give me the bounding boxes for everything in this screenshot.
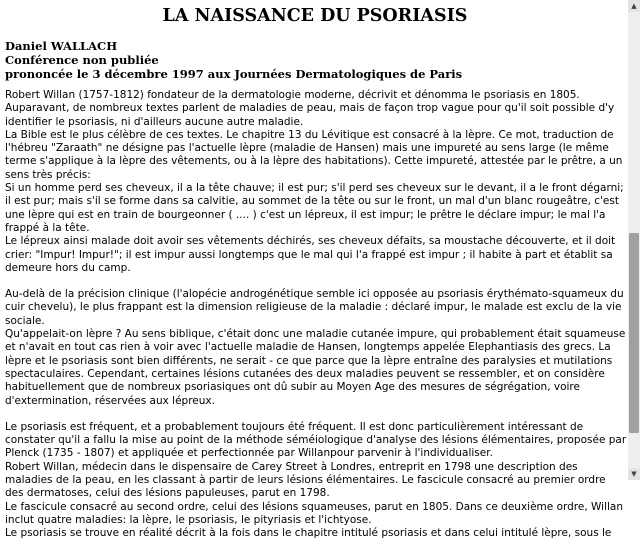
paragraph bbox=[5, 288, 625, 408]
text-line: lèpre et le psoriasis sont bien différents, ne serait - ce que parce que la lèpre entraîne des paralysies et mutilations bbox=[5, 354, 613, 367]
text-line: Le psoriasis se trouve en réalité décrit à la fois dans le chapitre intitulé psoriasis et dans celui intitulé lèpre, sous le bbox=[5, 527, 612, 540]
text-line: il est pur; mais s'il se forme dans sa calvitie, au sommet de la tête ou sur le front, un mal d'un blanc rougeâtre, c'est bbox=[5, 195, 619, 208]
text-line: l'hébreu "Zaraath" ne désigne pas l'actuelle lèpre (maladie de Hansen) mais une impureté au sens large (le même bbox=[5, 142, 609, 155]
text-line: Le lépreux ainsi malade doit avoir ses vêtements déchirés, ses cheveux défaits, sa moustache découverte, et il doit bbox=[5, 235, 616, 248]
text-line: spectaculaires. Cependant, certaines lésions cutanées des deux maladies peuvent se ressembler, et on considère bbox=[5, 367, 605, 380]
text-line: Robert Willan (1757-1812) fondateur de la dermatologie moderne, décrivit et dénomma le psoriasis en 1805. bbox=[5, 89, 580, 101]
text-line: Auparavant, de nombreux textes parlent de maladies de peau, mais de façon trop vague pour qu'il soit possible d'y bbox=[5, 102, 615, 115]
text-line: identifier le psoriasis, ni d'ailleurs aucune autre maladie. bbox=[5, 115, 304, 128]
scrollbar-thumb[interactable] bbox=[629, 233, 639, 433]
text-line: sociale. bbox=[5, 314, 45, 327]
text-line: inclut quatre maladies: la lèpre, le psoriasis, le pityriasis et l'ichtyose. bbox=[5, 513, 372, 526]
document-content bbox=[5, 0, 627, 540]
text-line: frappé à la tête. bbox=[5, 221, 90, 234]
text-line: maladies de la peau, en les classant à partir de leurs lésions élémentaires. Le fascicule consacré au premier ordre bbox=[5, 474, 606, 487]
text-line: Plenck (1735 - 1807) et appliquée et perfectionnée par Willanpour parvenir à l'individualiser. bbox=[5, 447, 493, 460]
scroll-up-icon[interactable]: ▲ bbox=[628, 0, 640, 12]
text-line: terme s'applique à la lèpre des vêtements, ou à la lèpre des habitations). Cette impureté, attestée par le prêtre, a un bbox=[5, 155, 623, 168]
page-title: LA NAISSANCE DU PSORIASIS bbox=[162, 6, 468, 26]
text-line: Au-delà de la précision clinique (l'alopécie androgénétique semble ici opposée au psoriasis érythémato-squameux du bbox=[5, 288, 624, 301]
text-line: des dermatoses, celui des lésions papuleuses, parut en 1798. bbox=[5, 487, 330, 500]
text-line: cuir chevelu), le plus frappant est la dimension religieuse de la maladie : déclaré impur, le malade est exclu de la vie bbox=[5, 301, 622, 314]
text-line: une lèpre qui est en train de bourgeonner ( .... ) c'est un lépreux, il est impur; le prêtre le déclare impur; le mal l'a bbox=[5, 208, 606, 221]
text-line: habituellement que de nombreux psoriasiques ont dû subir au Moyen Age des mesures de ségrégation, voire bbox=[5, 381, 580, 394]
scroll-down-icon[interactable]: ▼ bbox=[628, 468, 640, 480]
text-line: Qu'appelait-on lèpre ? Au sens biblique, c'était donc une maladie cutanée impure, qui probablement était squameuse bbox=[5, 328, 626, 341]
vertical-scrollbar[interactable] bbox=[628, 0, 640, 480]
text-line: Le psoriasis est fréquent, et a probablement toujours été fréquent. Il est donc particulièrement intéressant de bbox=[5, 420, 584, 433]
text-line: crier: "Impur! Impur!"; il est impur aussi longtemps que le mal qui l'a frappé est impur ; il habite à part et établit sa bbox=[5, 248, 613, 261]
text-line: d'extermination, réservées aux lépreux. bbox=[5, 394, 215, 407]
author-name: Daniel WALLACH bbox=[5, 39, 118, 53]
text-line: demeure hors du camp. bbox=[5, 261, 131, 274]
paragraph bbox=[5, 89, 625, 275]
byline bbox=[5, 39, 625, 81]
text-line: constater qu'il a fallu la mise au point de la méthode séméiologique d'analyse des lésions élémentaires, proposée par bbox=[5, 434, 627, 447]
conference-date: prononcée le 3 décembre 1997 aux Journées Dermatologiques de Paris bbox=[5, 67, 463, 81]
text-line: Le fascicule consacré au second ordre, celui des lésions squameuses, parut en 1805. Dans ce deuxième ordre, Willan bbox=[5, 500, 624, 513]
text-line: Robert Willan, médecin dans le dispensaire de Carey Street à Londres, entreprit en 1798 une description des bbox=[5, 460, 578, 473]
conference-note: Conférence non publiée bbox=[5, 53, 159, 67]
text-line: et n'avait en tout cas rien à voir avec l'actuelle maladie de Hansen, longtemps appelée Elephantiasis des grecs. La bbox=[5, 341, 611, 354]
text-line: La Bible est le plus célèbre de ces textes. Le chapitre 13 du Lévitique est consacré à la lèpre. Ce mot, traduction de bbox=[5, 128, 614, 141]
text-line: Si un homme perd ses cheveux, il a la tête chauve; il est pur; s'il perd ses cheveux sur le devant, il a le front dégarni; bbox=[5, 182, 624, 195]
body-text bbox=[5, 89, 625, 541]
paragraph bbox=[5, 421, 625, 541]
text-line: sens très précis: bbox=[5, 168, 91, 181]
